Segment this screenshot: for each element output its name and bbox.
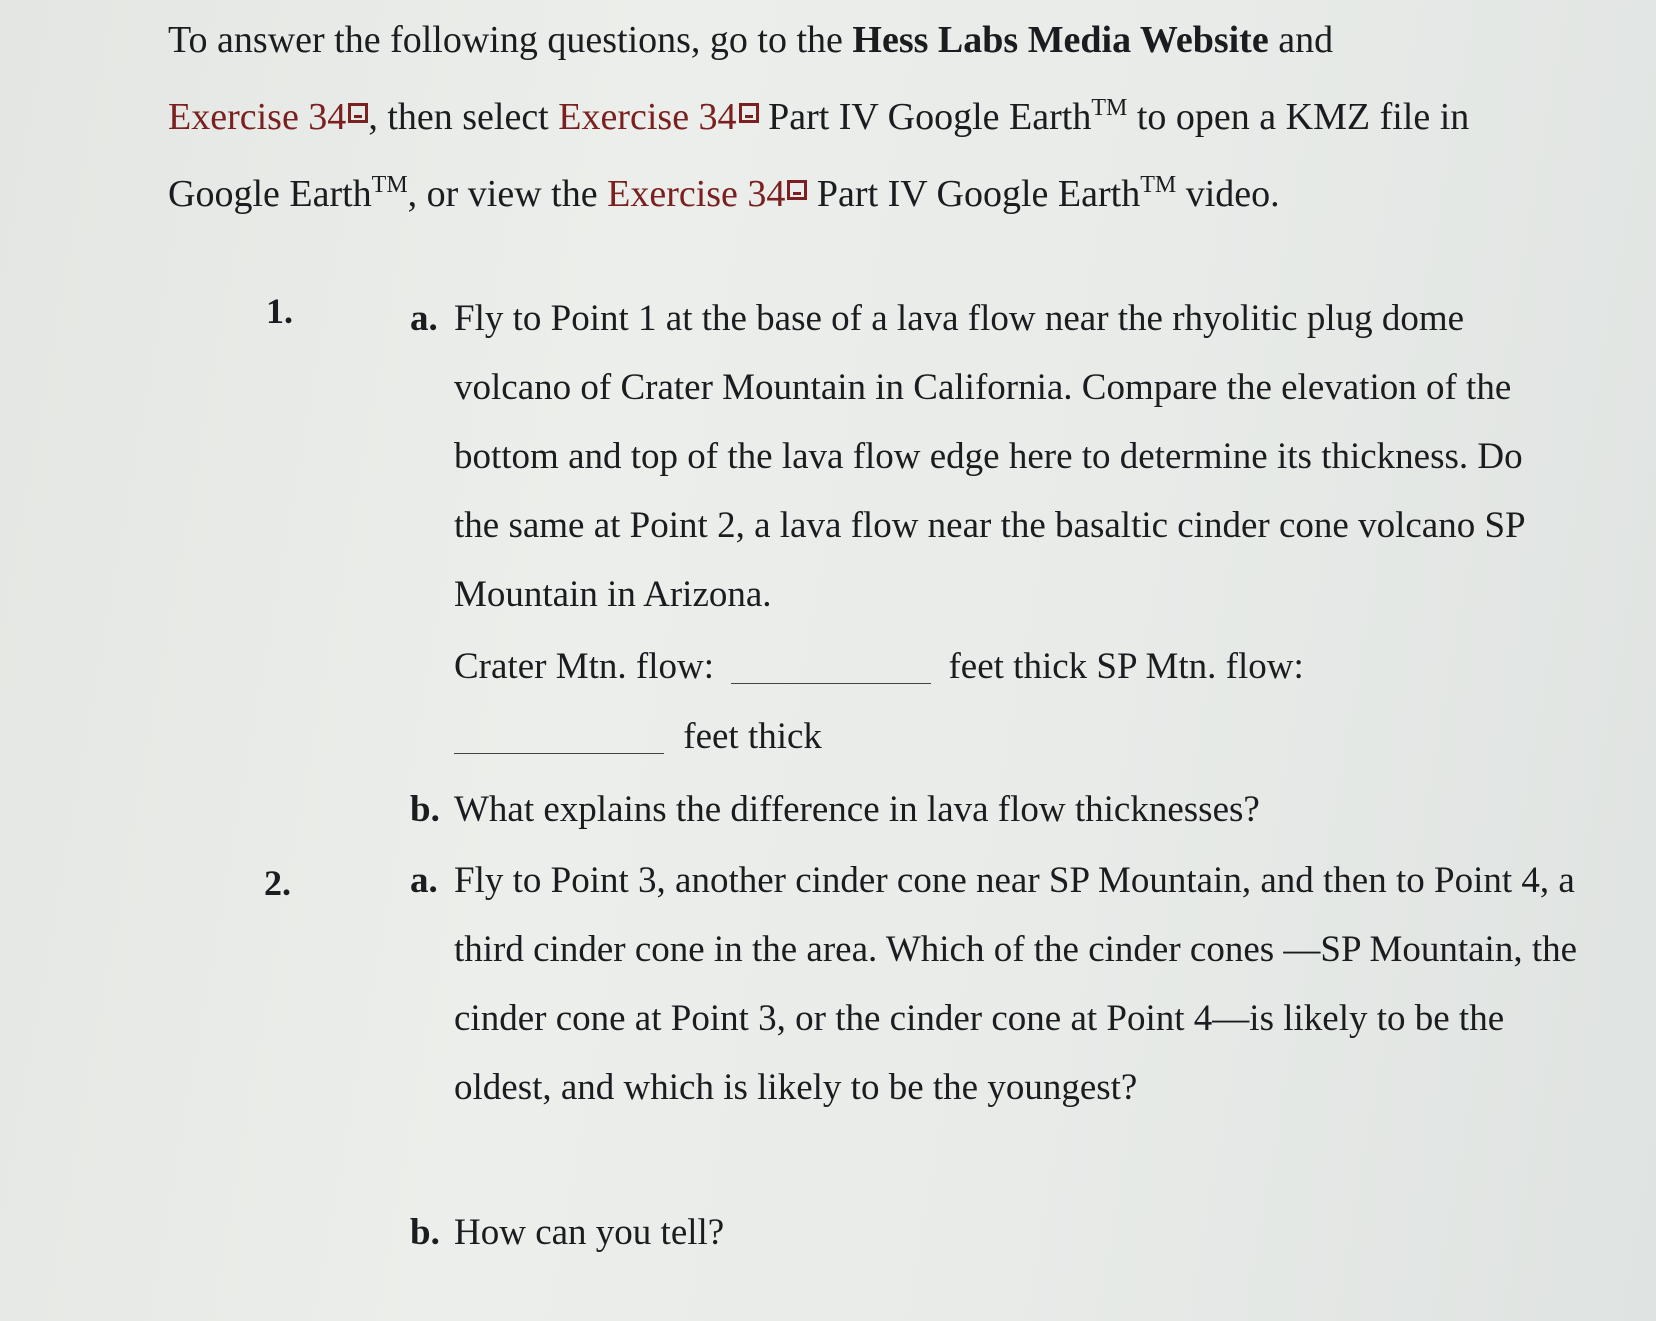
- question-1b: [410, 775, 1574, 844]
- exercise-34-part-iv-link[interactable]: Exercise 34: [558, 96, 737, 138]
- question-1b-text: What explains the difference in lava flow thicknesses?: [454, 789, 1260, 830]
- question-2b-text: How can you tell?: [454, 1212, 725, 1253]
- exercise-34-link[interactable]: Exercise 34: [168, 96, 347, 138]
- crater-thickness-blank[interactable]: [731, 653, 931, 684]
- question-1-number: 1.: [266, 291, 293, 331]
- question-2a-text: Fly to Point 3, another cinder cone near SP Mountain, and then to Point 4, a third cinder cone in the area. Which of the cinder cones —SP Mountain, the cinder cone at Point 3, or the cinder cone at Point 4—is likely to be the oldest, and which is likely to be the youngest?: [454, 860, 1578, 1108]
- external-link-icon[interactable]: [787, 180, 807, 200]
- crater-label: Crater Mtn. flow:: [454, 646, 714, 687]
- external-link-icon[interactable]: [348, 103, 368, 123]
- crater-answer-row: [454, 632, 1574, 701]
- question-1a-text: Fly to Point 1 at the base of a lava flow near the rhyolitic plug dome volcano of Crater Mountain in California. Compare the elevation of the bottom and top of the lava flow edge here to determine its thickness. Do the same at Point 2, a lava flow near the basaltic cinder cone volcano SP Mountain in Arizona.: [454, 298, 1525, 615]
- part-letter: b.: [410, 1212, 440, 1253]
- question-1a: [410, 284, 1574, 629]
- question-2a: [410, 846, 1606, 1122]
- question-2-number: 2.: [264, 863, 291, 903]
- part-letter: a.: [410, 860, 438, 901]
- hess-labs-website: Hess Labs Media Website: [852, 19, 1269, 61]
- sp-thickness-blank[interactable]: [454, 723, 664, 754]
- crater-unit: feet thick SP Mtn. flow:: [948, 646, 1304, 687]
- sp-answer-row: [454, 702, 1574, 771]
- part-letter: b.: [410, 789, 440, 830]
- intro-paragraph: To answer the following questions, go to the Hess Labs Media Website and Exercise 34 , then select Exercise 34 Part IV Google Earth™ to open a KMZ file in Google Earth™, or view the Exercise 34 Part IV Google Earth™ video.: [168, 19, 1470, 215]
- sp-unit: feet thick: [683, 716, 822, 757]
- question-2b: [410, 1198, 1574, 1267]
- intro-text: To answer the following questions, go to the: [168, 19, 853, 61]
- part-letter: a.: [410, 298, 438, 339]
- external-link-icon[interactable]: [739, 103, 759, 123]
- exercise-34-video-link[interactable]: Exercise 34: [607, 173, 786, 215]
